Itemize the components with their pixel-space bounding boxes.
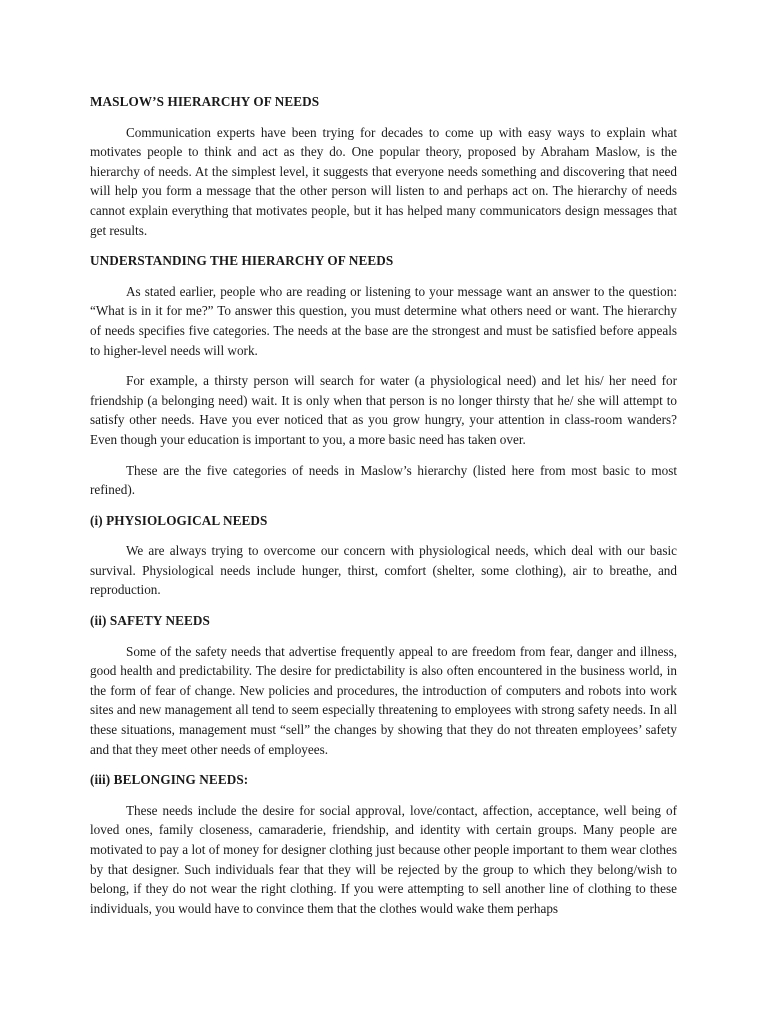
belonging-paragraph: These needs include the desire for social approval, love/contact, affection, acceptance, well being of loved ones, family closeness, camaraderie, friendship, and identity with certain groups. Many people are motivated to pay a lot of money for designer clothing just because other people important to them wear clothes by that designer. Such individuals fear that they will be rejected by the group to which they belong/wish to belong, if they do not wear the right clothing. If you were attempting to sell another line of clothing to these individuals, you would have to convince them that the clothes would wake them perhaps [90, 802, 677, 916]
section-heading-safety: (ii) SAFETY NEEDS [90, 613, 210, 629]
physiological-paragraph: We are always trying to overcome our concern with physiological needs, which deal with our basic survival. Physiological needs include hunger, thirst, comfort (shelter, some clothing), air to breathe, and reproduction. [90, 543, 677, 598]
section-heading-understanding: UNDERSTANDING THE HIERARCHY OF NEEDS [90, 253, 394, 269]
document-page [90, 92, 677, 929]
understanding-paragraph-3: These are the five categories of needs in Maslow’s hierarchy (listed here from most basic to most refined). [90, 462, 677, 498]
section-heading-belonging: (iii) BELONGING NEEDS: [90, 772, 249, 788]
understanding-paragraph-2: For example, a thirsty person will search for water (a physiological need) and let his/ her need for friendship (a belonging need) wait. It is only when that person is no longer thirsty that he/ she will attempt to satisfy other needs. Have you ever noticed that as you grow hungry, your attention in class-room wanders? Even though your education is important to you, a more basic need has taken over. [90, 373, 677, 447]
understanding-paragraph-1: As stated earlier, people who are reading or listening to your message want an answer to the question: “What is in it for me?” To answer this question, you must determine what others need or want. The hierarchy of needs specifies five categories. The needs at the base are the strongest and must be satisfied before appeals to higher-level needs will work. [90, 283, 677, 358]
safety-paragraph: Some of the safety needs that advertise frequently appeal to are freedom from fear, danger and illness, good health and predictability. The desire for predictability is also often encountered in the business world, in the form of fear of change. New policies and procedures, the introduction of computers and robots into work sites and new management all tend to seem especially threatening to employees with strong safety needs. In all these situations, management must “sell” the changes by showing that they do not threaten employees’ safety and that they meet other needs of employees. [90, 643, 677, 757]
section-heading-physiological: (i) PHYSIOLOGICAL NEEDS [90, 512, 268, 528]
intro-paragraph: Communication experts have been trying for decades to come up with easy ways to explain what motivates people to think and act as they do. One popular theory, proposed by Abraham Maslow, is the hierarchy of needs. At the simplest level, it suggests that everyone needs something and discovering that need will help you form a message that the other person will listen to and perhaps act on. The hierarchy of needs cannot explain everything that motivates people, but it has helped many communicators design messages that get results. [90, 124, 677, 238]
document-title: MASLOW’S HIERARCHY OF NEEDS [90, 94, 320, 109]
